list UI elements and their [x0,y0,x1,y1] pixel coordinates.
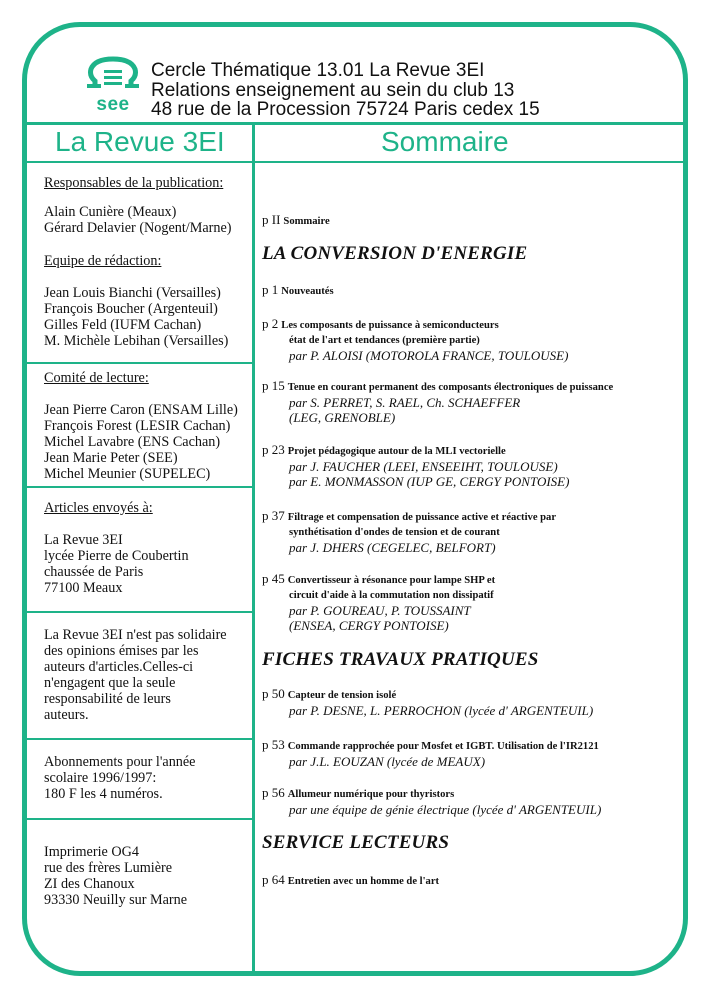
left-rule-3 [27,611,253,613]
toc-page: p 53 [262,737,285,752]
toc-title: Convertisseur à résonance pour lampe SHP et [287,575,496,586]
toc-page: p 56 [262,785,285,800]
disclaimer-line: La Revue 3EI n'est pas solidaire [44,627,227,643]
toc-authors: (LEG, GRENOBLE) [289,410,396,425]
address-line: 77100 Meaux [44,580,123,596]
disclaimer-line: n'engagent que la seule [44,675,176,691]
toc-entry [262,872,439,889]
toc-authors: par P. ALOISI (MOTOROLA FRANCE, TOULOUSE) [289,348,569,363]
toc-authors: par P. GOUREAU, P. TOUSSAINT [289,603,471,618]
see-logo [85,56,141,116]
logo-text: see [96,94,130,115]
toc-title: Allumeur numérique pour thyristors [287,789,455,800]
toc-entry [262,212,330,229]
toc-title: Commande rapprochée pour Mosfet et IGBT. Utilisation de l'IR2121 [287,741,599,752]
toc-title: Filtrage et compensation de puissance active et réactive par [287,512,557,523]
comite-member: François Forest (LESIR Cachan) [44,418,231,434]
toc-page: p 64 [262,872,285,887]
equipe-member: Gilles Feld (IUFM Cachan) [44,317,202,333]
header-line-3: 48 rue de la Procession 75724 Paris cedex 15 [151,99,540,120]
toc-title: Capteur de tension isolé [287,690,397,701]
imprimerie-line: rue des frères Lumière [44,860,173,876]
toc-entry [262,442,569,489]
imprimerie-block [44,844,250,908]
comite-block [44,370,250,482]
toc-authors: par P. DESNE, L. PERROCHON (lycée d' ARGENTEUIL) [289,703,594,718]
imprimerie-line: ZI des Chanoux [44,876,135,892]
toc-entry [262,737,599,769]
toc-page: p 50 [262,686,285,701]
toc-page: p 45 [262,571,285,586]
imprimerie-line: Imprimerie OG4 [44,844,139,860]
abonnement-line: Abonnements pour l'année [44,754,196,770]
toc-entry [262,686,593,718]
left-rule-1 [27,362,253,364]
toc-authors: par S. PERRET, S. RAEL, Ch. SCHAEFFER [289,395,521,410]
abonnement-line: 180 F les 4 numéros. [44,786,163,802]
toc-subtitle: état de l'art et tendances (première partie) [289,335,480,346]
header-line-2: Relations enseignement au sein du club 13 [151,80,515,101]
toc-title: Les composants de puissance à semiconducteurs [281,320,499,331]
address-line: chaussée de Paris [44,564,144,580]
comite-member: Michel Lavabre (ENS Cachan) [44,434,221,450]
equipe-member: Jean Louis Bianchi (Versailles) [44,285,221,301]
responsables-heading: Responsables de la publication: [44,175,224,191]
column-divider [252,122,255,971]
toc-title: Entretien avec un homme de l'art [287,876,440,887]
toc-title: Nouveautés [281,286,334,297]
responsable-name: Gérard Delavier (Nogent/Marne) [44,220,232,236]
see-omega-logo-icon [85,56,141,96]
toc-title: Projet pédagogique autour de la MLI vectorielle [287,446,506,457]
comite-member: Michel Meunier (SUPELEC) [44,466,211,482]
section-heading: LA CONVERSION D'ENERGIE [262,243,528,264]
left-rule-4 [27,738,253,740]
articles-heading: Articles envoyés à: [44,500,153,516]
left-rule-5 [27,818,253,820]
sommaire-title: Sommaire [381,126,509,157]
toc-page: p 2 [262,316,279,331]
toc-entry [262,785,601,817]
toc-entry [262,508,556,555]
address-line: lycée Pierre de Coubertin [44,548,189,564]
disclaimer-line: des opinions émises par les [44,643,199,659]
equipe-member: François Boucher (Argenteuil) [44,301,218,317]
abonnement-line: scolaire 1996/1997: [44,770,157,786]
equipe-block [44,253,250,349]
toc-entry [262,378,613,425]
equipe-member: M. Michèle Lebihan (Versailles) [44,333,229,349]
toc-subtitle: synthétisation d'ondes de tension et de courant [289,527,500,538]
abonnements-block [44,754,250,802]
responsable-name: Alain Cunière (Meaux) [44,204,177,220]
toc-authors: par E. MONMASSON (IUP GE, CERGY PONTOISE) [289,474,570,489]
toc-authors: par une équipe de génie électrique (lycée d' ARGENTEUIL) [289,802,602,817]
left-column-title: La Revue 3EI [55,126,225,157]
imprimerie-line: 93330 Neuilly sur Marne [44,892,188,908]
toc-authors: (ENSEA, CERGY PONTOISE) [289,618,449,633]
toc-page: p II [262,212,281,227]
address-line: La Revue 3EI [44,532,123,548]
toc-page: p 23 [262,442,285,457]
toc-authors: par J. FAUCHER (LEEI, ENSEEIHT, TOULOUSE) [289,459,558,474]
section-heading: SERVICE LECTEURS [262,832,450,853]
disclaimer-line: auteurs d'articles.Celles-ci [44,659,194,675]
toc-authors: par J.L. EOUZAN (lycée de MEAUX) [289,754,486,769]
toc-authors: par J. DHERS (CEGELEC, BELFORT) [289,540,496,555]
disclaimer-line: responsabilité de leurs [44,691,171,707]
header-rule [27,122,683,125]
header-line-1: Cercle Thématique 13.01 La Revue 3EI [151,60,485,81]
toc-page: p 37 [262,508,285,523]
disclaimer-line: auteurs. [44,707,89,723]
toc-entry [262,282,334,299]
comite-member: Jean Pierre Caron (ENSAM Lille) [44,402,238,418]
comite-heading: Comité de lecture: [44,370,149,386]
section-heading: FICHES TRAVAUX PRATIQUES [262,649,539,670]
toc-page: p 15 [262,378,285,393]
title-rule [27,161,683,163]
disclaimer-block [44,627,250,723]
comite-member: Jean Marie Peter (SEE) [44,450,178,466]
articles-block [44,500,250,596]
toc-entry [262,316,568,363]
toc-subtitle: circuit d'aide à la commutation non dissipatif [289,590,494,601]
equipe-heading: Equipe de rédaction: [44,253,162,269]
toc-page: p 1 [262,282,279,297]
toc-title: Sommaire [283,216,330,227]
responsables-block [44,175,250,236]
toc-title: Tenue en courant permanent des composants électroniques de puissance [287,382,614,393]
toc-entry [262,571,495,633]
left-rule-2 [27,486,253,488]
